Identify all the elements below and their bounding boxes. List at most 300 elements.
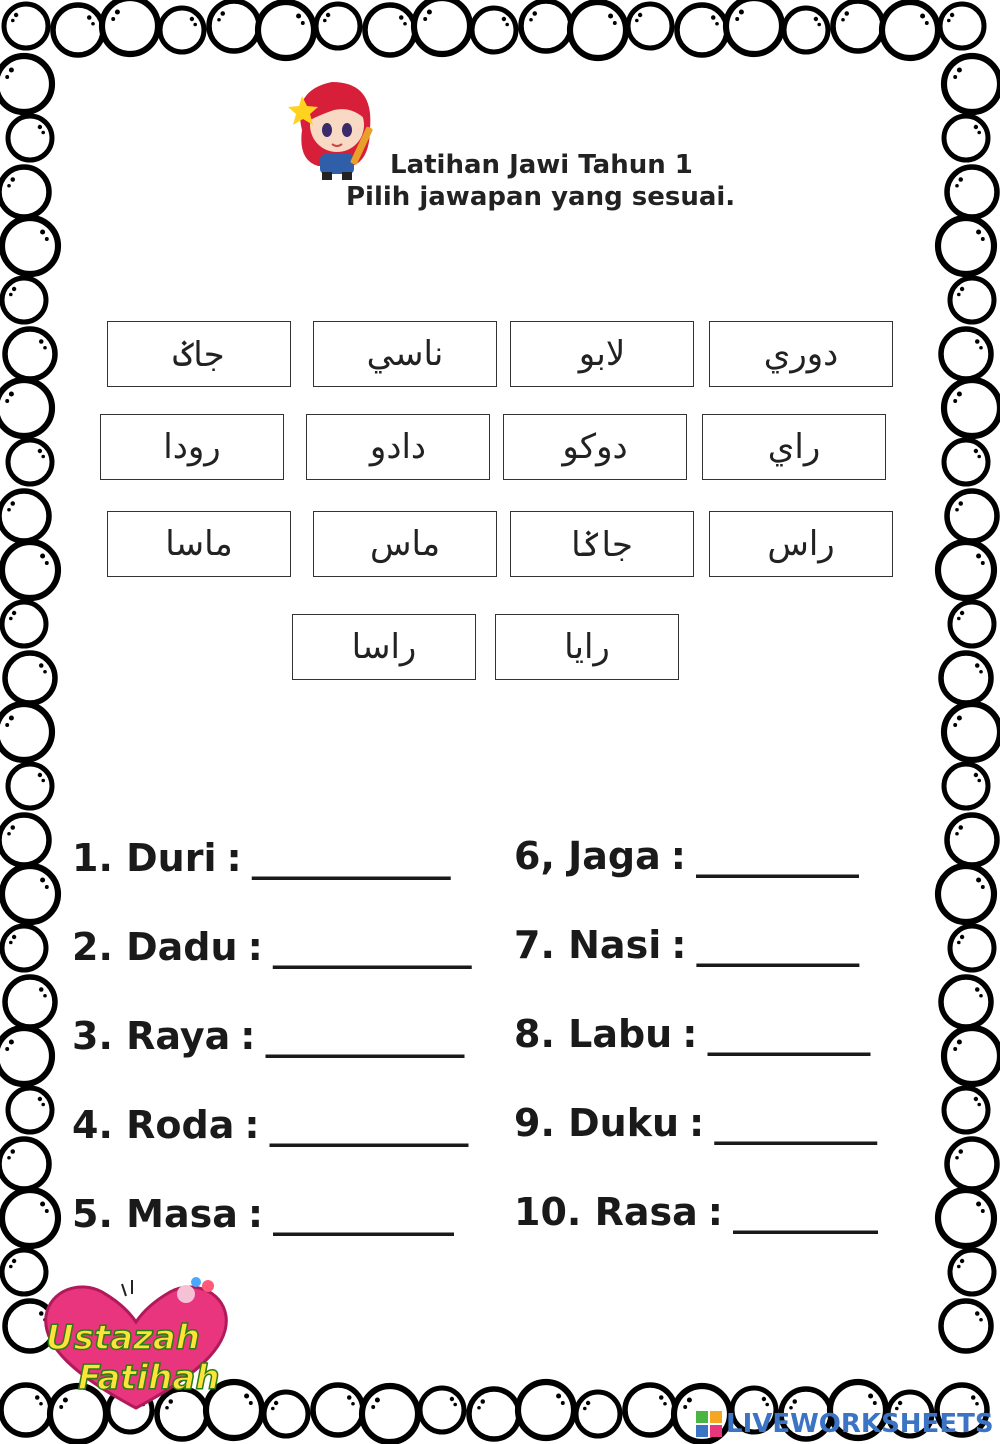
frame-bubble-dot: [739, 9, 744, 14]
frame-bubble-dot: [45, 561, 49, 565]
frame-bubble-dot: [505, 23, 509, 27]
frame-bubble: [469, 1389, 519, 1439]
frame-bubble: [944, 704, 1000, 760]
question-word: Rasa: [594, 1190, 698, 1234]
frame-bubble: [4, 4, 48, 48]
frame-bubble: [362, 1386, 418, 1442]
worksheet-instruction: Pilih jawapan yang sesuai.: [346, 182, 736, 212]
frame-bubble: [944, 56, 1000, 112]
frame-bubble: [938, 866, 994, 922]
frame-bubble-dot: [38, 773, 42, 777]
frame-bubble-dot: [12, 287, 16, 291]
frame-bubble: [518, 1382, 574, 1438]
frame-bubble-dot: [814, 17, 818, 21]
frame-bubble-dot: [955, 508, 959, 512]
frame-bubble: [420, 1388, 464, 1432]
mascot-girl-icon: [282, 70, 392, 182]
frame-bubble-dot: [974, 773, 978, 777]
frame-bubble-dot: [960, 935, 964, 939]
question-separator: :: [240, 1014, 256, 1058]
frame-bubble-dot: [976, 229, 981, 234]
word-card[interactable]: دوري: [709, 321, 893, 387]
frame-bubble-dot: [9, 941, 13, 945]
frame-bubble-dot: [41, 1103, 45, 1107]
question-item: [514, 834, 858, 878]
answer-blank[interactable]: _________: [714, 1101, 877, 1145]
word-card[interactable]: ماسا: [107, 511, 291, 577]
frame-bubble-dot: [5, 1047, 9, 1051]
frame-bubble: [941, 329, 991, 379]
word-card[interactable]: جاݢ: [107, 321, 291, 387]
frame-bubble-dot: [979, 346, 983, 350]
question-number: 6,: [514, 834, 555, 878]
question-item: [72, 836, 450, 880]
word-card[interactable]: راي: [702, 414, 886, 480]
question-separator: :: [247, 925, 263, 969]
frame-bubble: [5, 329, 55, 379]
frame-bubble-dot: [957, 941, 961, 945]
frame-bubble-dot: [40, 553, 45, 558]
frame-bubble-dot: [953, 723, 957, 727]
frame-bubble: [160, 8, 204, 52]
frame-bubble-dot: [960, 611, 964, 615]
frame-bubble-dot: [371, 1405, 375, 1409]
frame-bubble-dot: [9, 391, 14, 396]
question-number: 2.: [72, 925, 113, 969]
question-item: [514, 923, 858, 967]
frame-bubble: [940, 4, 984, 48]
frame-bubble-dot: [7, 508, 11, 512]
frame-bubble: [264, 1392, 308, 1436]
frame-bubble-dot: [217, 18, 221, 22]
frame-bubble-dot: [45, 237, 49, 241]
frame-bubble: [941, 1301, 991, 1351]
frame-bubble-dot: [12, 935, 16, 939]
frame-bubble: [950, 1250, 994, 1294]
frame-bubble: [938, 218, 994, 274]
frame-bubble-dot: [111, 17, 115, 21]
frame-bubble-dot: [115, 9, 120, 14]
frame-bubble: [628, 4, 672, 48]
frame-bubble-dot: [91, 22, 95, 26]
frame-bubble-dot: [957, 391, 962, 396]
frame-bubble-dot: [793, 1399, 798, 1404]
frame-bubble-dot: [9, 1265, 13, 1269]
frame-bubble-dot: [529, 18, 533, 22]
frame-bubble-dot: [957, 1265, 961, 1269]
frame-bubble-dot: [735, 17, 739, 21]
frame-bubble-dot: [399, 15, 404, 20]
frame-bubble-dot: [39, 663, 44, 668]
frame-bubble-dot: [976, 1201, 981, 1206]
frame-bubble-dot: [955, 832, 959, 836]
liveworksheets-logo-icon: [696, 1411, 722, 1437]
frame-bubble-dot: [301, 21, 305, 25]
frame-bubble-dot: [5, 723, 9, 727]
frame-bubble: [947, 1139, 997, 1189]
logo-line-1: Ustazah: [46, 1318, 200, 1358]
frame-bubble: [102, 0, 158, 54]
frame-bubble: [833, 1, 883, 51]
frame-bubble: [944, 116, 988, 160]
frame-bubble-dot: [953, 399, 957, 403]
word-card[interactable]: رايا: [495, 614, 679, 680]
frame-bubble-dot: [45, 885, 49, 889]
frame-bubble-dot: [38, 125, 42, 129]
question-item: [72, 1192, 453, 1236]
frame-bubble-dot: [586, 1401, 590, 1405]
frame-bubble: [2, 866, 58, 922]
frame-bubble: [950, 278, 994, 322]
question-item: [514, 1101, 876, 1145]
frame-bubble-dot: [659, 1395, 664, 1400]
answer-blank[interactable]: ___________: [251, 836, 450, 880]
answer-blank[interactable]: _________: [707, 1012, 870, 1056]
frame-bubble-dot: [39, 987, 44, 992]
frame-bubble-dot: [975, 987, 980, 992]
frame-bubble-dot: [841, 18, 845, 22]
frame-bubble-dot: [971, 1395, 976, 1400]
frame-bubble-dot: [7, 1156, 11, 1160]
answer-blank[interactable]: ___________: [269, 1103, 468, 1147]
frame-bubble: [8, 1088, 52, 1132]
frame-bubble-dot: [765, 1403, 769, 1407]
frame-bubble-dot: [979, 994, 983, 998]
frame-bubble-dot: [977, 131, 981, 135]
word-card[interactable]: جاݢا: [510, 511, 694, 577]
frame-bubble-dot: [9, 617, 13, 621]
question-item: [514, 1012, 869, 1056]
frame-bubble-dot: [423, 17, 427, 21]
watermark-text: LIVEWORKSHEETS: [726, 1409, 994, 1439]
frame-bubble: [947, 815, 997, 865]
word-card[interactable]: راس: [709, 511, 893, 577]
frame-bubble: [5, 653, 55, 703]
frame-bubble: [2, 278, 46, 322]
frame-bubble-dot: [950, 13, 954, 17]
frame-bubble-dot: [981, 885, 985, 889]
frame-bubble: [2, 1190, 58, 1246]
frame-bubble: [941, 977, 991, 1027]
question-word: Dadu: [126, 925, 238, 969]
question-word: Jaga: [568, 834, 661, 878]
frame-bubble: [944, 764, 988, 808]
frame-bubble: [414, 0, 470, 54]
question-word: Masa: [126, 1192, 238, 1236]
frame-bubble-dot: [977, 779, 981, 783]
frame-bubble-dot: [403, 22, 407, 26]
frame-bubble-dot: [41, 779, 45, 783]
frame-bubble-dot: [683, 1405, 687, 1409]
frame-bubble-dot: [347, 1395, 352, 1400]
frame-bubble: [677, 5, 727, 55]
frame-bubble: [0, 56, 52, 112]
liveworksheets-watermark[interactable]: [696, 1408, 994, 1440]
frame-bubble-dot: [981, 561, 985, 565]
frame-bubble-dot: [9, 67, 14, 72]
frame-bubble: [938, 542, 994, 598]
frame-bubble-dot: [959, 501, 964, 506]
frame-bubble-dot: [11, 501, 16, 506]
frame-bubble-dot: [450, 1397, 454, 1401]
frame-bubble-dot: [974, 449, 978, 453]
frame-bubble-dot: [45, 1209, 49, 1213]
question-separator: :: [682, 1012, 698, 1056]
frame-bubble-dot: [957, 67, 962, 72]
frame-bubble-dot: [974, 1097, 978, 1101]
frame-bubble-dot: [715, 22, 719, 26]
question-item: [72, 925, 471, 969]
frame-bubble-dot: [12, 1259, 16, 1263]
word-card[interactable]: دادو: [306, 414, 490, 480]
frame-bubble-dot: [502, 17, 506, 21]
frame-bubble-dot: [960, 1259, 964, 1263]
question-number: 7.: [514, 923, 555, 967]
frame-bubble-dot: [5, 75, 9, 79]
frame-bubble: [8, 764, 52, 808]
frame-bubble-dot: [375, 1397, 380, 1402]
frame-bubble-dot: [11, 177, 16, 182]
frame-bubble: [570, 2, 626, 58]
question-separator: :: [670, 834, 686, 878]
question-word: Raya: [126, 1014, 231, 1058]
frame-bubble-dot: [43, 994, 47, 998]
frame-bubble: [944, 1088, 988, 1132]
frame-bubble: [8, 440, 52, 484]
question-word: Labu: [568, 1012, 673, 1056]
frame-bubble-dot: [920, 13, 925, 18]
frame-bubble: [0, 1028, 52, 1084]
question-separator: :: [707, 1190, 723, 1234]
frame-bubble-dot: [477, 1406, 481, 1410]
frame-bubble-dot: [975, 663, 980, 668]
frame-bubble-dot: [38, 449, 42, 453]
frame-bubble-dot: [873, 1401, 877, 1405]
frame-bubble-dot: [193, 23, 197, 27]
frame-bubble-dot: [87, 15, 92, 20]
frame-bubble-dot: [5, 399, 9, 403]
frame-bubble-dot: [817, 23, 821, 27]
answer-blank[interactable]: ___________: [265, 1014, 464, 1058]
word-card[interactable]: راسا: [292, 614, 476, 680]
frame-bubble-dot: [41, 455, 45, 459]
frame-bubble-dot: [427, 9, 432, 14]
frame-bubble-dot: [326, 13, 330, 17]
frame-bubble-dot: [957, 617, 961, 621]
frame-bubble-dot: [638, 13, 642, 17]
frame-bubble-dot: [40, 1201, 45, 1206]
answer-blank[interactable]: _________: [695, 834, 858, 878]
question-item: [72, 1014, 463, 1058]
frame-bubble-dot: [898, 1401, 902, 1405]
frame-bubble-dot: [981, 1209, 985, 1213]
frame-bubble-dot: [351, 1402, 355, 1406]
frame-bubble-dot: [957, 1039, 962, 1044]
frame-bubble: [576, 1392, 620, 1436]
frame-bubble-dot: [244, 1393, 249, 1398]
frame-bubble-dot: [190, 17, 194, 21]
frame-bubble-dot: [762, 1397, 766, 1401]
frame-bubble-dot: [975, 339, 980, 344]
frame-bubble-dot: [41, 131, 45, 135]
frame-bubble-dot: [40, 229, 45, 234]
frame-bubble-dot: [249, 1401, 253, 1405]
frame-bubble: [5, 977, 55, 1027]
frame-bubble: [0, 167, 49, 217]
frame-bubble-dot: [9, 715, 14, 720]
frame-bubble-dot: [561, 1401, 565, 1405]
frame-bubble: [938, 1190, 994, 1246]
question-number: 5.: [72, 1192, 113, 1236]
frame-bubble-dot: [953, 75, 957, 79]
frame-bubble-dot: [975, 1402, 979, 1406]
question-separator: :: [244, 1103, 260, 1147]
frame-bubble-dot: [955, 184, 959, 188]
frame-bubble-dot: [976, 553, 981, 558]
frame-bubble-dot: [953, 1047, 957, 1051]
frame-bubble-dot: [323, 19, 327, 23]
word-card[interactable]: رودا: [100, 414, 284, 480]
frame-bubble-dot: [11, 1149, 16, 1154]
frame-bubble: [2, 926, 46, 970]
frame-bubble-dot: [957, 293, 961, 297]
question-word: Duri: [126, 836, 217, 880]
answer-blank[interactable]: _________: [696, 923, 859, 967]
frame-bubble-dot: [613, 21, 617, 25]
frame-bubble-dot: [7, 832, 11, 836]
frame-bubble-dot: [979, 1318, 983, 1322]
frame-bubble-dot: [981, 237, 985, 241]
frame-bubble-dot: [14, 13, 18, 17]
frame-bubble-dot: [274, 1401, 278, 1405]
frame-bubble-dot: [976, 877, 981, 882]
frame-bubble-dot: [868, 1393, 873, 1398]
frame-bubble-dot: [977, 455, 981, 459]
frame-bubble: [2, 218, 58, 274]
frame-bubble: [950, 926, 994, 970]
frame-bubble: [950, 602, 994, 646]
frame-bubble: [944, 1028, 1000, 1084]
frame-bubble-dot: [40, 877, 45, 882]
frame-bubble: [882, 2, 938, 58]
question-separator: :: [671, 923, 687, 967]
frame-bubble-dot: [9, 1039, 14, 1044]
frame-bubble: [53, 5, 103, 55]
frame-bubble-dot: [481, 1399, 486, 1404]
frame-bubble: [726, 0, 782, 54]
frame-bubble-dot: [39, 339, 44, 344]
answer-blank[interactable]: __________: [273, 1192, 454, 1236]
question-separator: :: [226, 836, 242, 880]
question-separator: :: [689, 1101, 705, 1145]
word-card[interactable]: دوكو: [503, 414, 687, 480]
frame-bubble-dot: [977, 1103, 981, 1107]
frame-bubble: [209, 1, 259, 51]
frame-bubble: [365, 5, 415, 55]
question-number: 1.: [72, 836, 113, 880]
frame-bubble-dot: [271, 1407, 275, 1411]
word-card[interactable]: ماس: [313, 511, 497, 577]
frame-bubble-dot: [43, 346, 47, 350]
frame-bubble: [8, 116, 52, 160]
frame-bubble-dot: [687, 1397, 692, 1402]
frame-bubble-dot: [453, 1403, 457, 1407]
frame-bubble: [947, 167, 997, 217]
frame-bubble-dot: [533, 11, 538, 16]
logo-line-2: Fatihah: [78, 1358, 220, 1398]
frame-bubble-dot: [960, 287, 964, 291]
frame-bubble-dot: [9, 293, 13, 297]
frame-bubble-dot: [845, 11, 850, 16]
frame-bubble: [944, 440, 988, 484]
worksheet-title: Latihan Jawi Tahun 1: [390, 150, 693, 180]
frame-bubble-dot: [11, 825, 16, 830]
frame-bubble-dot: [975, 1311, 980, 1316]
frame-bubble-dot: [556, 1393, 561, 1398]
question-number: 3.: [72, 1014, 113, 1058]
frame-bubble-dot: [635, 19, 639, 23]
frame-bubble-dot: [296, 13, 301, 18]
frame-bubble-dot: [974, 125, 978, 129]
frame-bubble-dot: [957, 715, 962, 720]
frame-bubble-dot: [925, 21, 929, 25]
question-separator: :: [247, 1192, 264, 1236]
frame-bubble: [472, 8, 516, 52]
frame-bubble: [2, 602, 46, 646]
frame-bubble-dot: [955, 1156, 959, 1160]
frame-bubble: [784, 8, 828, 52]
frame-bubble: [313, 1385, 363, 1435]
frame-bubble: [521, 1, 571, 51]
frame-bubble: [947, 491, 997, 541]
frame-bubble: [0, 491, 49, 541]
word-card[interactable]: ناسي: [313, 321, 497, 387]
question-number: 4.: [72, 1103, 113, 1147]
question-number: 8.: [514, 1012, 555, 1056]
question-number: 9.: [514, 1101, 555, 1145]
frame-bubble-dot: [947, 19, 951, 23]
frame-bubble-dot: [38, 1097, 42, 1101]
frame-bubble: [944, 380, 1000, 436]
frame-bubble-dot: [959, 825, 964, 830]
question-word: Duku: [568, 1101, 680, 1145]
frame-bubble: [2, 542, 58, 598]
frame-bubble: [258, 2, 314, 58]
frame-bubble-dot: [663, 1402, 667, 1406]
frame-bubble-dot: [7, 184, 11, 188]
frame-bubble: [0, 704, 52, 760]
question-item: [514, 1190, 877, 1234]
frame-bubble-dot: [959, 177, 964, 182]
word-card[interactable]: لابو: [510, 321, 694, 387]
question-item: [72, 1103, 468, 1147]
frame-bubble-dot: [979, 670, 983, 674]
frame-bubble: [316, 4, 360, 48]
frame-bubble-dot: [583, 1407, 587, 1411]
frame-bubble-dot: [959, 1149, 964, 1154]
frame-bubble: [0, 380, 52, 436]
frame-bubble-dot: [608, 13, 613, 18]
frame-bubble: [0, 1139, 49, 1189]
answer-blank[interactable]: ________: [732, 1190, 877, 1234]
frame-bubble: [0, 815, 49, 865]
answer-blank[interactable]: ___________: [272, 925, 471, 969]
frame-bubble: [941, 653, 991, 703]
frame-bubble-dot: [12, 611, 16, 615]
frame-bubble-dot: [11, 19, 15, 23]
frame-bubble: [625, 1385, 675, 1435]
frame-bubble-dot: [711, 15, 716, 20]
